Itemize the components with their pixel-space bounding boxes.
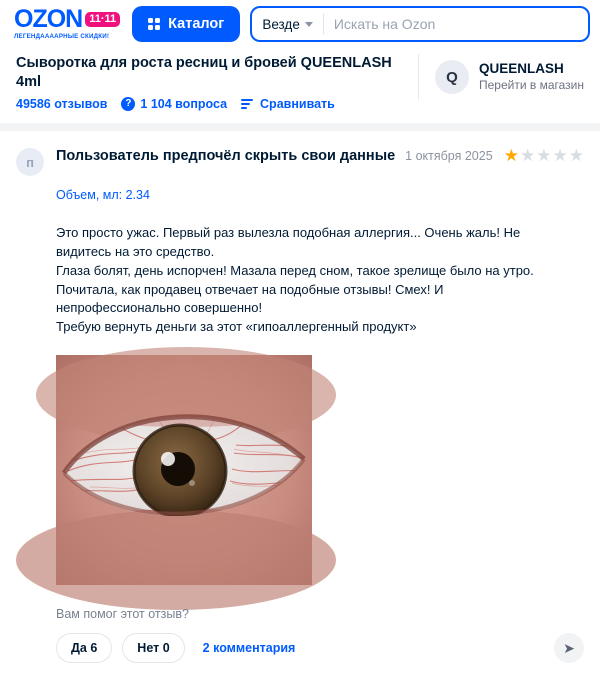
top-bar [0,0,600,48]
review-body [56,224,556,337]
seller-shop-link[interactable]: Перейти в магазин [479,77,584,92]
section-divider [0,123,600,131]
questions-count-link: 1 104 вопроса [140,97,228,112]
compare-icon [241,98,255,110]
catalog-button-label: Каталог [168,16,225,32]
helpful-yes-button[interactable]: Да 6 [56,633,112,663]
catalog-button[interactable] [132,6,240,42]
chevron-down-icon [305,22,313,27]
search-bar[interactable] [250,6,590,42]
avatar: п [16,148,44,176]
review-variant: Объем, мл: 2.34 [56,188,150,203]
star-4: ★ [552,146,568,166]
product-header-main [16,54,408,111]
search-input[interactable] [324,15,578,33]
seller-avatar: Q [435,60,469,94]
review-photo-container[interactable] [56,355,584,585]
compare-link: Сравнивать [260,97,335,112]
seller-info [479,61,584,94]
logo-promo-badge: 11·11 [85,12,120,27]
logo-wordmark: OZON [14,5,83,34]
review-paragraph: Глаза болят, день испорчен! Мазала перед сном, такое зрелище было на утро. [56,262,534,278]
product-meta [16,97,408,111]
rating-stars [504,147,584,164]
helpful-question: Вам помог этот отзыв? [56,607,189,622]
review-paragraph: Это просто ужас. Первый раз вылезла подобная аллергия... Очень жаль! Не видитесь на это средство. [56,225,521,259]
seller-card[interactable] [418,54,584,100]
star-2: ★ [520,146,536,166]
questions-count[interactable] [121,97,227,111]
compare-action[interactable] [241,97,335,111]
search-scope-label: Везде [262,16,300,32]
ozon-logo[interactable] [10,7,122,40]
star-5: ★ [568,146,584,166]
review-actions [56,633,584,663]
comments-link[interactable]: 2 комментария [202,641,296,656]
reviews-count-link[interactable]: 49586 отзывов [16,97,108,112]
star-1: ★ [503,146,519,166]
review-date: 1 октября 2025 [405,148,493,163]
share-icon[interactable]: ➤ [554,633,584,663]
page-title: Сыворотка для роста ресниц и бровей QUEENLASH 4ml [16,55,392,90]
review-header [16,147,584,176]
review-card [0,131,600,673]
search-scope-selector[interactable] [262,17,323,32]
question-icon: ? [121,97,135,111]
grid-icon [148,18,160,30]
seller-name: QUEENLASH [479,60,564,76]
review-paragraph: Почитала, как продавец отвечает на подобные отзывы! Смех! И непрофессионально совершенно! [56,281,444,316]
logo-row [14,7,120,32]
star-3: ★ [536,146,552,166]
review-photo[interactable] [56,355,312,585]
helpful-no-button[interactable]: Нет 0 [122,633,184,663]
review-paragraph: Требую вернуть деньги за этот «гипоаллергенный продукт» [56,319,417,335]
review-author-row [56,147,584,164]
review-author-name: Пользователь предпочёл скрыть свои данные [56,147,396,164]
logo-tagline: ЛЕГЕНДААААРНЫЕ СКИДКИ! [14,33,110,41]
product-header [0,48,600,123]
review-header-main [56,147,584,164]
